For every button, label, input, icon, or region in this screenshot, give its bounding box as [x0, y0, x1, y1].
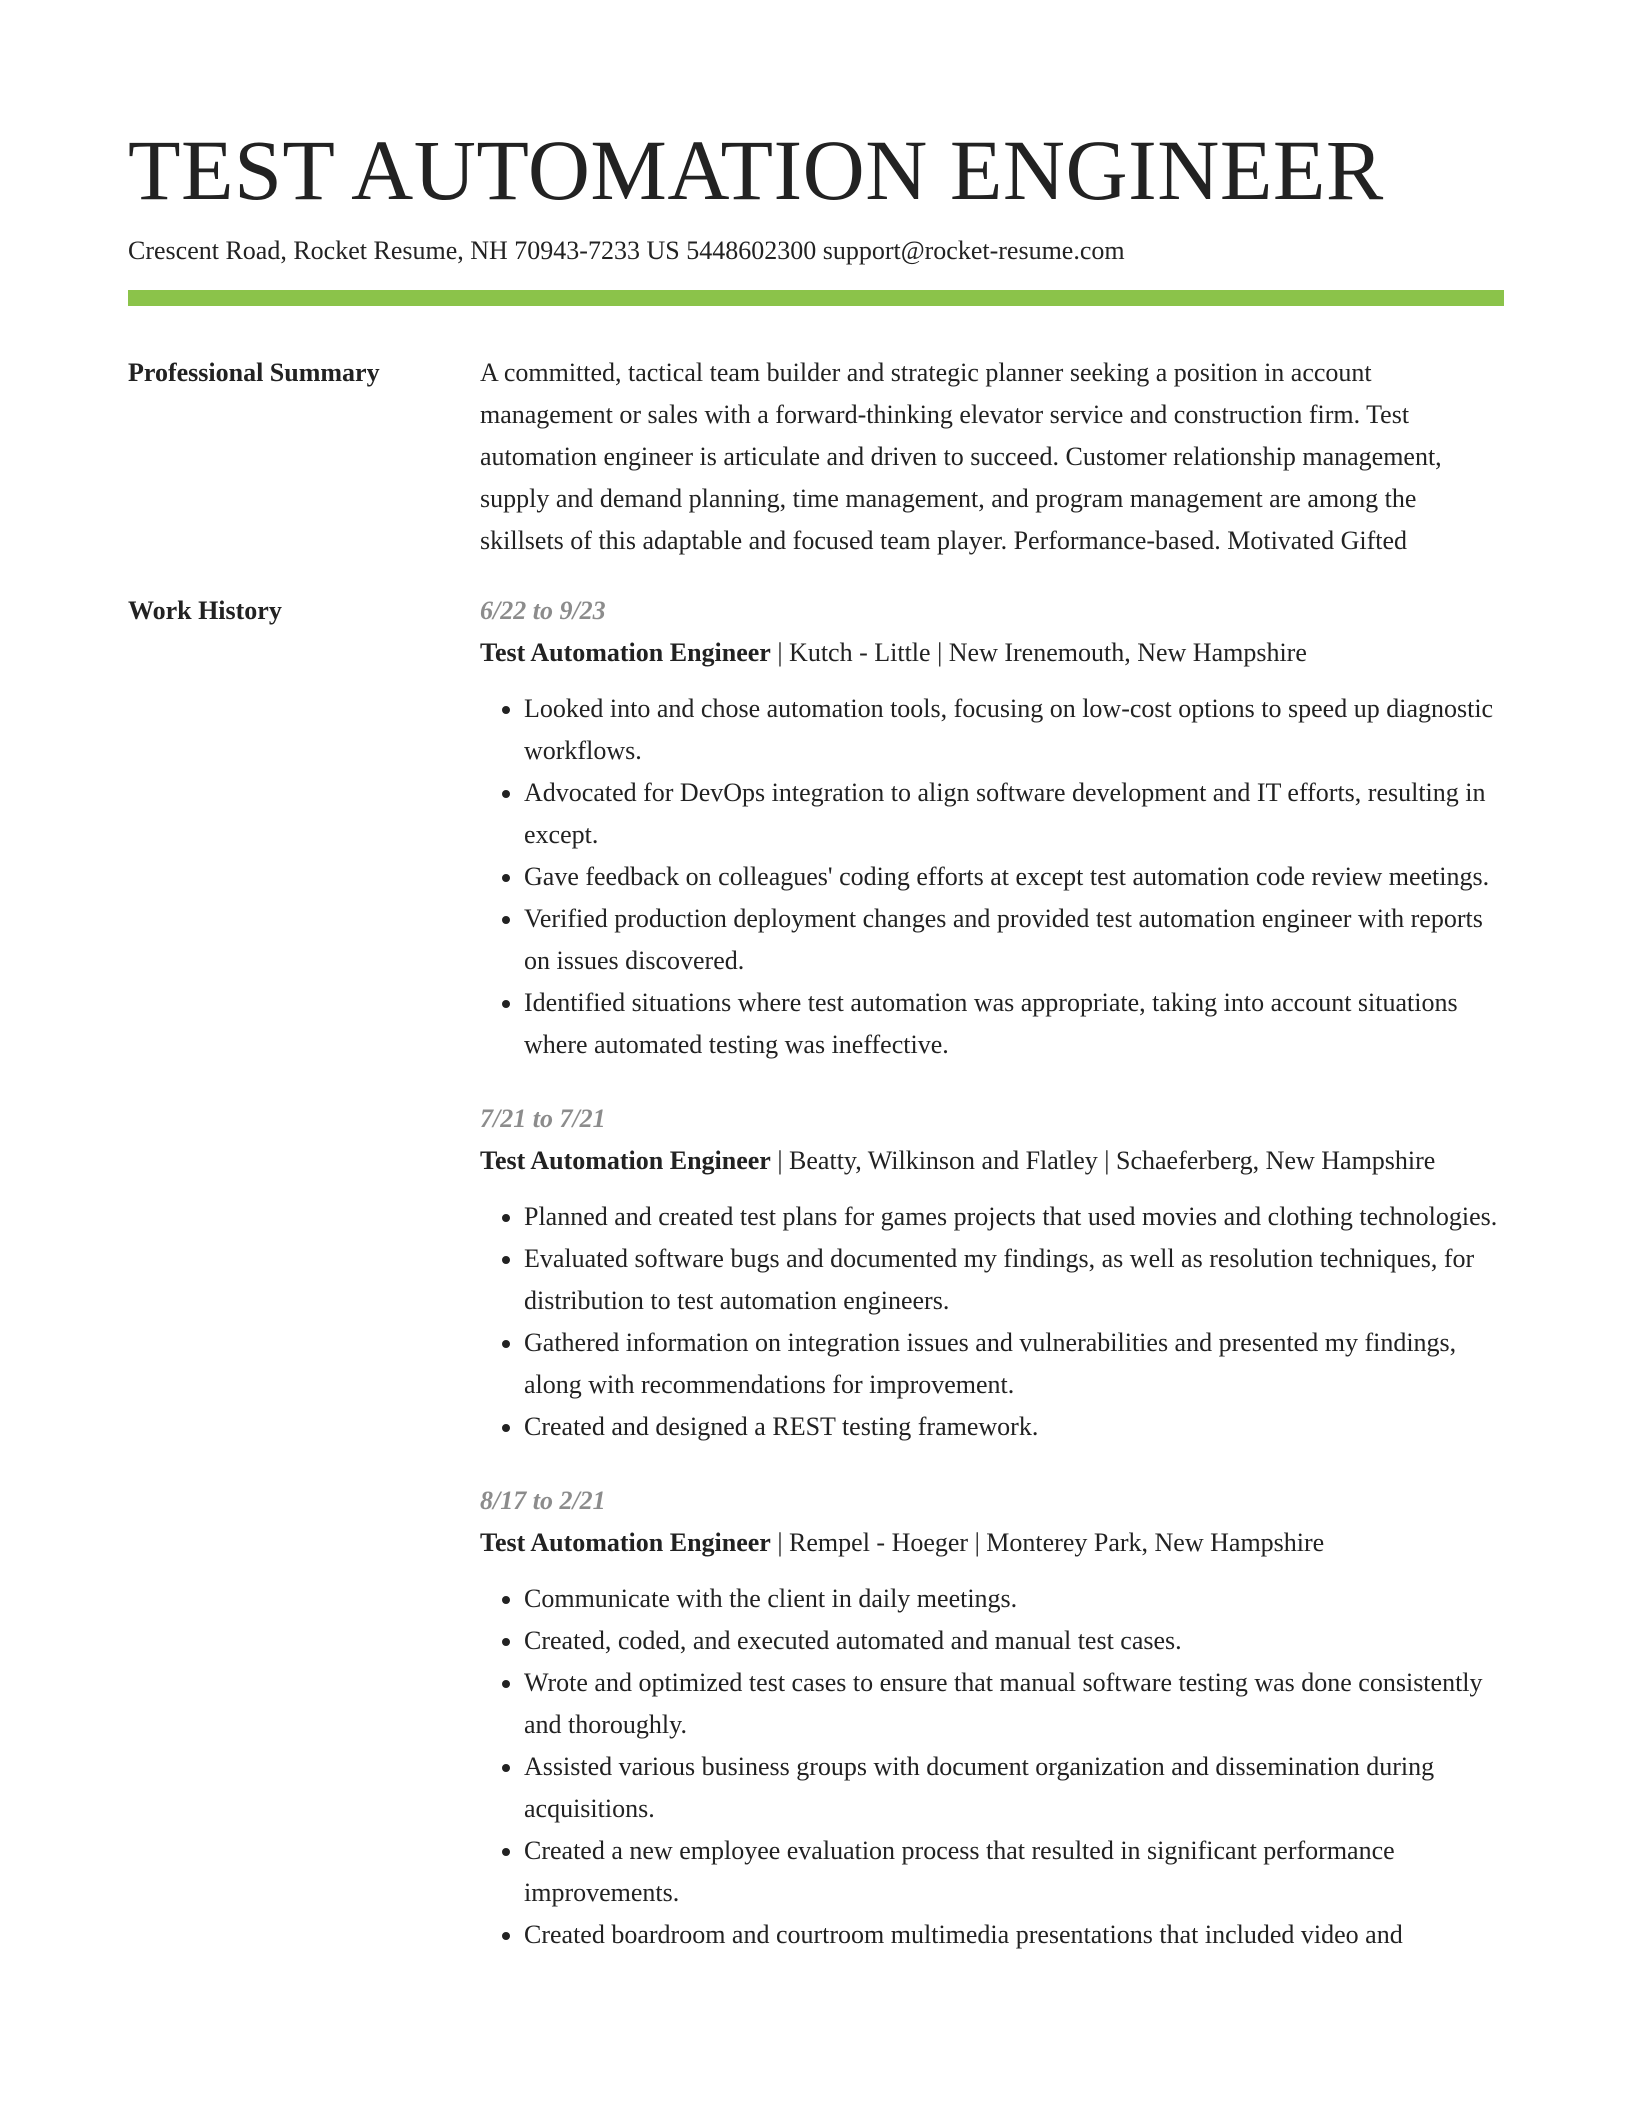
list-item: • Created a new employee evaluation process that resulted in significant performance improvements. [524, 1830, 1504, 1914]
job-title-line [480, 1522, 1504, 1564]
job-dates: 6/22 to 9/23 [480, 596, 606, 625]
job-dates: 8/17 to 2/21 [480, 1486, 606, 1515]
job-entry [480, 590, 1504, 1066]
job-title-line [480, 1140, 1504, 1182]
section-label-summary: Professional Summary [128, 358, 380, 387]
list-item: • Assisted various business groups with document organization and dissemination during acquisitions. [524, 1746, 1504, 1830]
resume-name: TEST AUTOMATION ENGINEER [128, 122, 1384, 218]
list-item: • Looked into and chose automation tools, focusing on low-cost options to speed up diagnostic workflows. [524, 688, 1504, 772]
job-company-location: | Kutch - Little | New Irenemouth, New Hampshire [770, 638, 1307, 667]
list-item: • Created boardroom and courtroom multimedia presentations that included video and [524, 1914, 1504, 1956]
list-item: • Wrote and optimized test cases to ensure that manual software testing was done consistently and thoroughly. [524, 1662, 1504, 1746]
job-company-location: | Rempel - Hoeger | Monterey Park, New Hampshire [770, 1528, 1325, 1557]
job-dates: 7/21 to 7/21 [480, 1104, 606, 1133]
job-bullets [480, 688, 1504, 1066]
contact-email: support@rocket-resume.com [822, 236, 1125, 265]
header-divider [128, 290, 1504, 306]
list-item: • Planned and created test plans for games projects that used movies and clothing technologies. [524, 1196, 1504, 1238]
contact-address: Crescent Road, Rocket Resume, NH 70943-7233 US [128, 236, 680, 265]
list-item: • Created, coded, and executed automated and manual test cases. [524, 1620, 1504, 1662]
list-item: • Gathered information on integration issues and vulnerabilities and presented my findings, along with recommendations for improvement. [524, 1322, 1504, 1406]
job-entry [480, 1098, 1504, 1448]
list-item: • Communicate with the client in daily meetings. [524, 1578, 1504, 1620]
professional-summary-section [128, 352, 1504, 562]
job-bullets [480, 1578, 1504, 1956]
job-title: Test Automation Engineer [480, 1146, 771, 1175]
list-item: • Identified situations where test automation was appropriate, taking into account situations where automated testing was ineffective. [524, 982, 1504, 1066]
list-item: • Created and designed a REST testing framework. [524, 1406, 1504, 1448]
job-company-location: | Beatty, Wilkinson and Flatley | Schaeferberg, New Hampshire [770, 1146, 1436, 1175]
list-item: • Advocated for DevOps integration to align software development and IT efforts, resulting in except. [524, 772, 1504, 856]
summary-text: A committed, tactical team builder and strategic planner seeking a position in account management or sales with a forward-thinking elevator service and construction firm. Test automation engineer is articulate and driven to succeed. Customer relationship management, supply and demand planning, time management, and program management are among the skillsets of this adaptable and focused team player. Performance-based. Motivated Gifted [480, 358, 1442, 555]
section-label-work-history: Work History [128, 596, 282, 625]
job-title-line [480, 632, 1504, 674]
job-title: Test Automation Engineer [480, 638, 771, 667]
list-item: • Evaluated software bugs and documented my findings, as well as resolution techniques, for distribution to test automation engineers. [524, 1238, 1504, 1322]
resume-page [128, 118, 1504, 1956]
job-list [480, 590, 1504, 1956]
list-item: • Verified production deployment changes and provided test automation engineer with reports on issues discovered. [524, 898, 1504, 982]
contact-phone: 5448602300 [686, 236, 817, 265]
work-history-section [128, 590, 1504, 1956]
job-bullets [480, 1196, 1504, 1448]
list-item: • Gave feedback on colleagues' coding efforts at except test automation code review meetings. [524, 856, 1504, 898]
job-title: Test Automation Engineer [480, 1528, 771, 1557]
job-entry [480, 1480, 1504, 1956]
contact-line [128, 234, 1504, 268]
